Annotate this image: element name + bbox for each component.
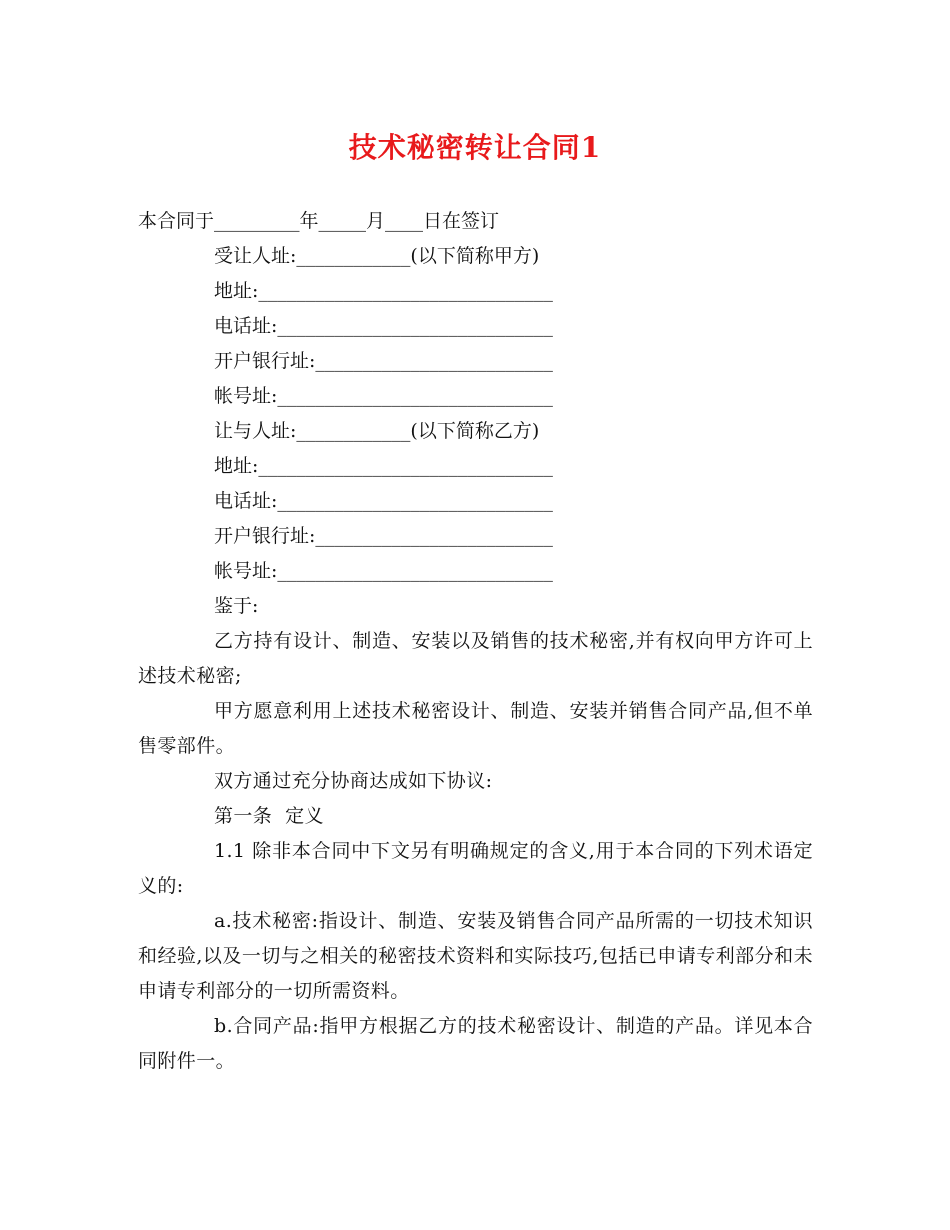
clause-1-1: 1.1 除非本合同中下文另有明确规定的含义,用于本合同的下列术语定义的:: [138, 840, 813, 897]
party-b-phone: 电话址:_____________________________: [214, 490, 553, 512]
definition-a: a.技术秘密:指设计、制造、安装及销售合同产品所需的一切技术知识和经验,以及一切与之相关的秘密技术资料和实际技巧,包括已申请专利部分和未申请专利部分的一切所需资料。: [138, 910, 813, 1002]
contract-body: [138, 204, 813, 1079]
party-a-address: 地址:_______________________________: [214, 280, 553, 302]
signing-line: 本合同于_________年_____月____日在签订: [138, 210, 500, 232]
party-a-name: 受让人址:____________(以下简称甲方): [214, 245, 540, 267]
party-b-name: 让与人址:____________(以下简称乙方): [214, 420, 540, 442]
party-b-account: 帐号址:_____________________________: [214, 560, 553, 582]
document-title: 技术秘密转让合同1: [348, 131, 602, 164]
definition-b: b.合同产品:指甲方根据乙方的技术秘密设计、制造的产品。详见本合同附件一。: [138, 1015, 813, 1072]
party-a-account: 帐号址:_____________________________: [214, 385, 553, 407]
party-b-address: 地址:_______________________________: [214, 455, 553, 477]
article-heading: 第一条 定义: [214, 805, 324, 827]
party-b-bank: 开户银行址:_________________________: [214, 525, 553, 547]
party-a-phone: 电话址:_____________________________: [214, 315, 553, 337]
party-a-bank: 开户银行址:_________________________: [214, 350, 553, 372]
recital-paragraph: 乙方持有设计、制造、安装以及销售的技术秘密,并有权向甲方许可上述技术秘密;: [138, 630, 813, 687]
whereas-label: 鉴于:: [214, 595, 259, 617]
agreement-intro: 双方通过充分协商达成如下协议:: [214, 770, 493, 792]
recital-paragraph: 甲方愿意利用上述技术秘密设计、制造、安装并销售合同产品,但不单售零部件。: [138, 700, 813, 757]
